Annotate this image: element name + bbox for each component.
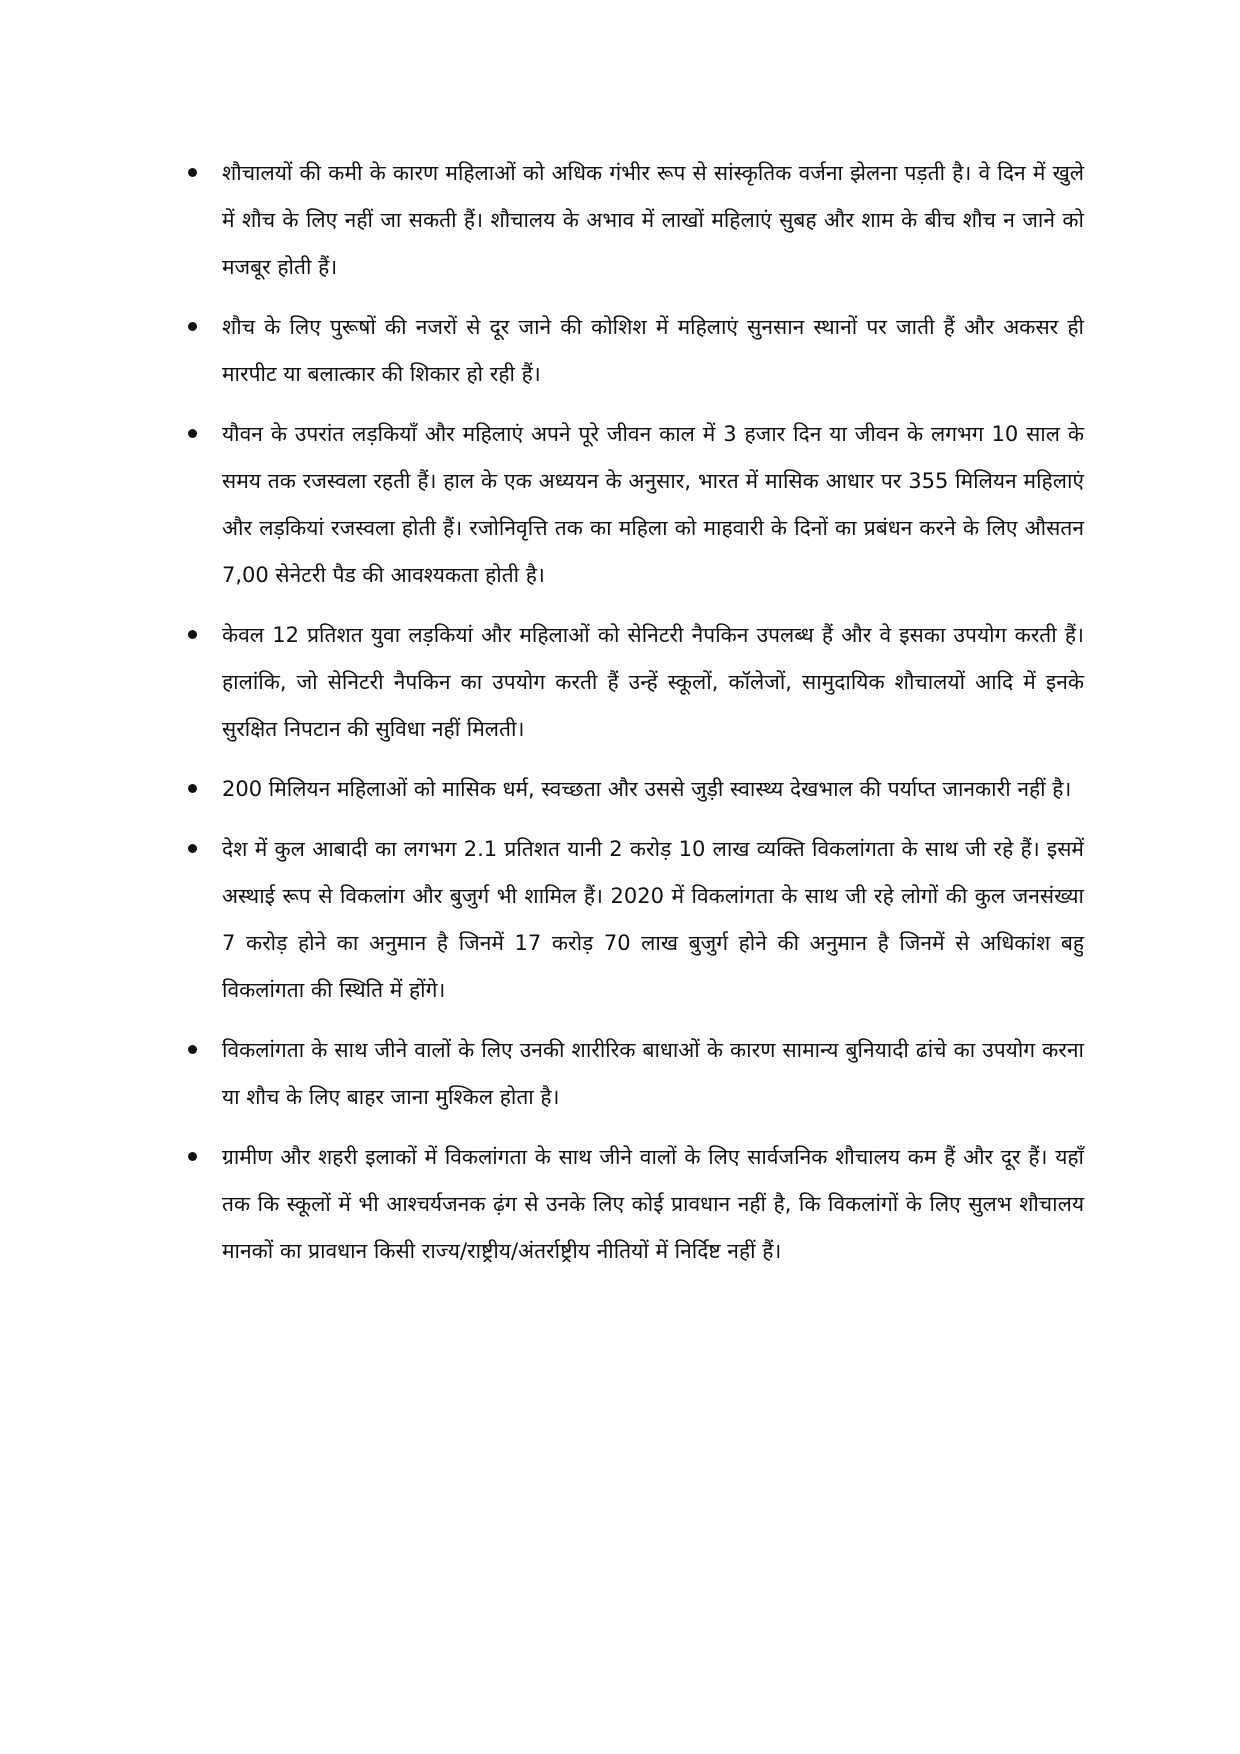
bullet-icon [188, 429, 197, 438]
list-item [222, 411, 1084, 599]
bullet-icon [188, 322, 197, 331]
list-item [222, 1134, 1084, 1275]
list-item [222, 304, 1084, 398]
list-item-text: देश में कुल आबादी का लगभग 2.1 प्रतिशत यानी 2 करोड़ 10 लाख व्यक्ति विकलांगता के साथ जी रहे हैं। इसमें अस्थाई रूप से विकलांग और बुजुर्ग भी शामिल हैं। 2020 में विकलांगता के साथ जी रहे लोगों की कुल जनसंख्या 7 करोड़ होने का अनुमान है जिनमें 17 करोड़ 70 लाख बुजुर्ग होने की अनुमान है जिनमें से अधिकांश बहु विकलांगता की स्थिति में होंगे। [222, 837, 1084, 1002]
list-item [222, 1027, 1084, 1121]
list-item-text: 200 मिलियन महिलाओं को मासिक धर्म, स्वच्छता और उससे जुड़ी स्वास्थ्य देखभाल की पर्याप्त जानकारी नहीं है। [222, 777, 1072, 801]
bullet-icon [188, 844, 197, 853]
list-item-text: यौवन के उपरांत लड़कियाँ और महिलाएं अपने पूरे जीवन काल में 3 हजार दिन या जीवन के लगभग 10 साल के समय तक रजस्वला रहती हैं। हाल के एक अध्ययन के अनुसार, भारत में मासिक आधार पर 355 मिलियन महिलाएं और लड़कियां रजस्वला होती हैं। रजोनिवृत्ति तक का महिला को माहवारी के दिनों का प्रबंधन करने के लिए औसतन 7,00 सेनेटरी पैड की आवश्यकता होती है। [222, 422, 1084, 587]
list-item [222, 612, 1084, 753]
list-item-text: शौच के लिए पुरूषों की नजरों से दूर जाने की कोशिश में महिलाएं सुनसान स्थानों पर जाती हैं और अकसर ही मारपीट या बलात्कार की शिकार हो रही हैं। [222, 315, 1084, 386]
bullet-icon [188, 168, 197, 177]
list-item-text: शौचालयों की कमी के कारण महिलाओं को अधिक गंभीर रूप से सांस्कृतिक वर्जना झेलना पड़ती है। वे दिन में खुले में शौच के लिए नहीं जा सकती हैं। शौचालय के अभाव में लाखों महिलाएं सुबह और शाम के बीच शौच न जाने को मजबूर होती हैं। [222, 161, 1084, 279]
bullet-icon [188, 1152, 197, 1161]
list-item [222, 826, 1084, 1014]
list-item [222, 766, 1084, 813]
bullet-list [222, 150, 1084, 1288]
bullet-icon [188, 1045, 197, 1054]
list-item-text: विकलांगता के साथ जीने वालों के लिए उनकी शारीरिक बाधाओं के कारण सामान्य बुनियादी ढांचे का उपयोग करना या शौच के लिए बाहर जाना मुश्किल होता है। [222, 1038, 1084, 1109]
bullet-icon [188, 630, 197, 639]
bullet-icon [188, 784, 197, 793]
list-item-text: ग्रामीण और शहरी इलाकों में विकलांगता के साथ जीने वालों के लिए सार्वजनिक शौचालय कम हैं और दूर हैं। यहाँ तक कि स्कूलों में भी आश्चर्यजनक ढ़ंग से उनके लिए कोई प्रावधान नहीं है, कि विकलांगों के लिए सुलभ शौचालय मानकों का प्रावधान किसी राज्य/राष्ट्रीय/अंतर्राष्ट्रीय नीतियों में निर्दिष्ट नहीं हैं। [222, 1145, 1084, 1263]
list-item [222, 150, 1084, 291]
list-item-text: केवल 12 प्रतिशत युवा लड़कियां और महिलाओं को सेनिटरी नैपकिन उपलब्ध हैं और वे इसका उपयोग करती हैं। हालांकि, जो सेनिटरी नैपकिन का उपयोग करती हैं उन्हें स्कूलों, कॉलेजों, सामुदायिक शौचालयों आदि में इनके सुरक्षित निपटान की सुविधा नहीं मिलती। [222, 623, 1084, 741]
